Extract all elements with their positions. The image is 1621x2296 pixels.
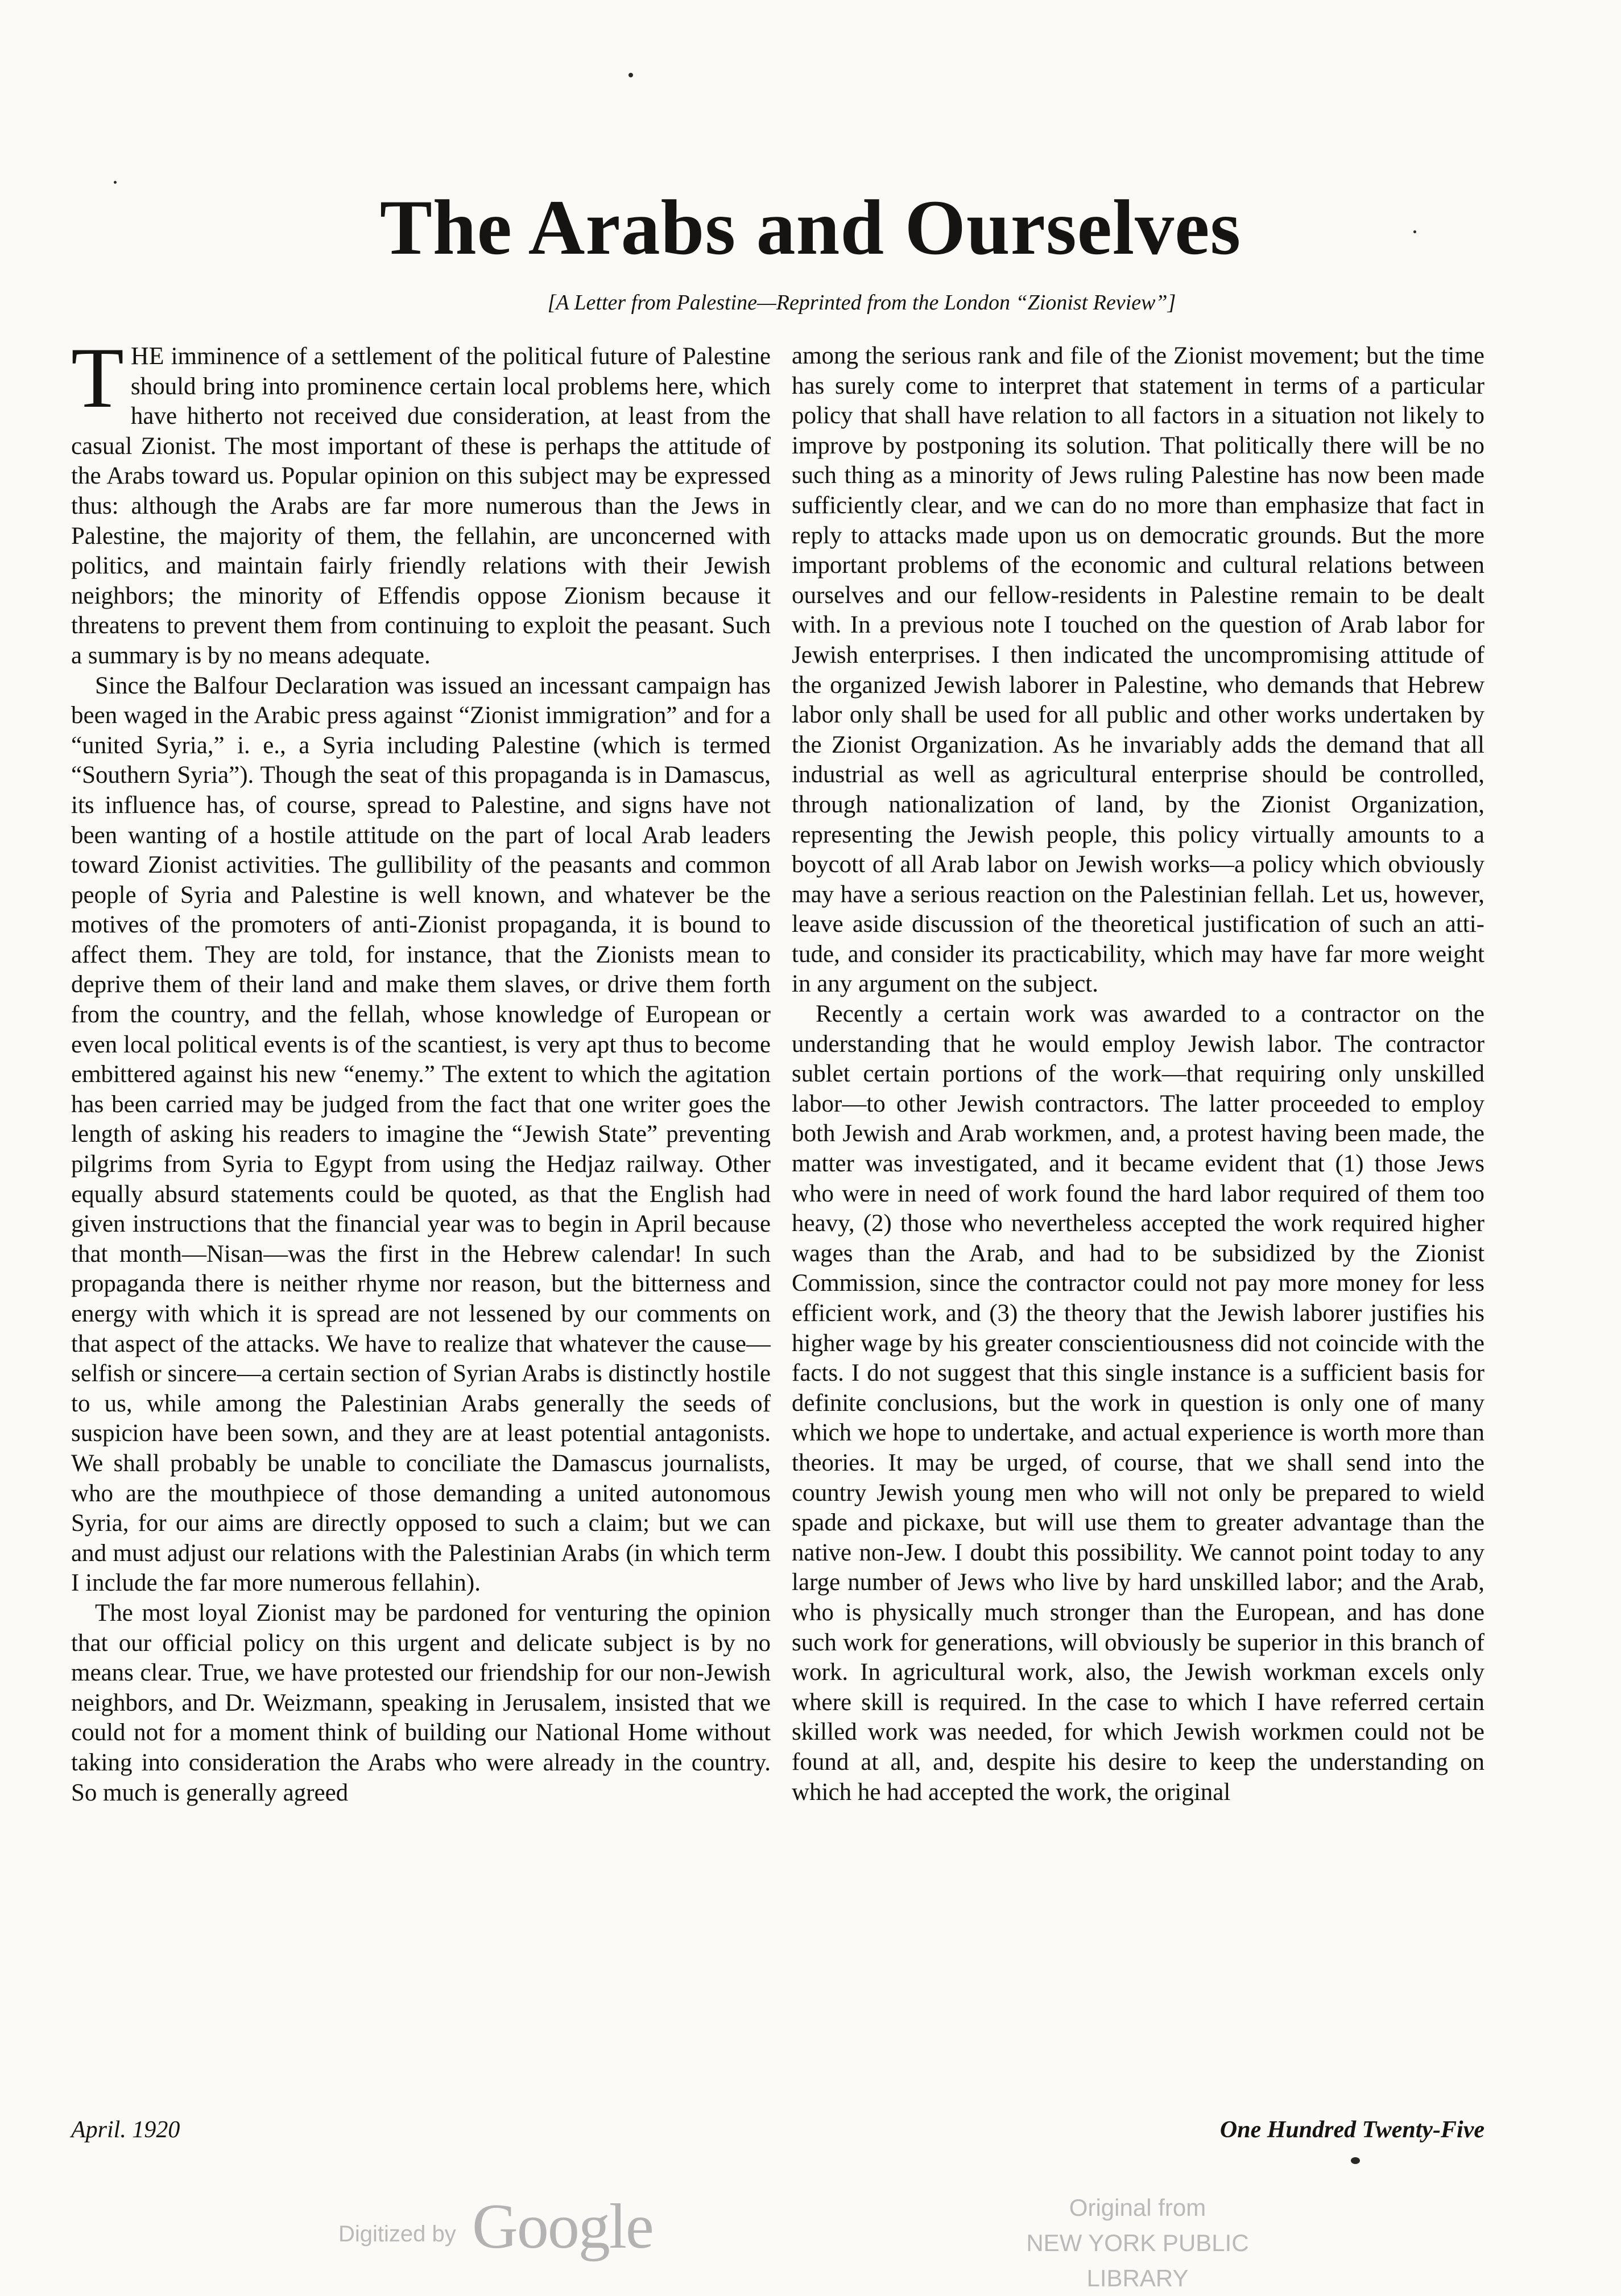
paragraph-3: The most loyal Zionist may be pardoned for venturing the opinion that our official policy on this urgent and delicate subject is by no means clear. True, we have protested our friendship for our non-Jewish neighbors, and Dr. Weizmann, speaking in Jerusalem, insisted that we could not for a moment think of building our National Home without taking into consideration the Arabs who were already in the country. So much is generally agreed [71, 1599, 771, 1806]
article-subtitle: [A Letter from Palestine—Reprinted from the London “Zionist Review”] [547, 291, 1176, 315]
google-logo: Google [472, 2191, 653, 2262]
first-word-rest: HE [130, 342, 164, 370]
drop-cap: T [71, 341, 124, 426]
scan-speck [628, 73, 633, 77]
original-from-label: Original from [1069, 2194, 1206, 2221]
paragraph-2: Since the Balfour Declaration was issued an incessant campaign has been waged in the Arabic press against “Zionist immigration” and for a “united Syria,” i. e., a Syria including Palestine (which is termed “Southern Syria”). Though the seat of this propaganda is in Damascus, its influence has, of course, spread to Palestine, and signs have not been wanting of a hostile attitude on the part of local Arab leaders toward Zionist activities. The gullibility of the peasants and common people of Syria and Palestine is well known, and whatever be the motives of the promoters of anti-Zionist propaganda, it is bound to affect them. They are told, for instance, that the Zionists mean to deprive them of their land and make them slaves, or drive them forth from the country, and the fellah, whose knowledge of European or even local political events is of the scantiest, is very apt thus to become embittered against his new “enemy.” The extent to which the agitation has been carried may be judged from the fact that one writer goes the length of asking his readers to imagine the “Jewish State” preventing pilgrims from Syria to Egypt from using the Hedjaz railway. Other equally absurd statements could be quoted, as that the English had given instructions that the financial year was to begin in April because that month—Nisan—was the first in the Hebrew calendar! In such propaganda there is neither rhyme nor reason, but the bitterness and energy with which it is spread are not lessened by our comments on that aspect of the attacks. We have to realize that whatever the cause—selfish or sincere—a certain section of Syrian Arabs is distinctly hostile to us, while among the Palestinian Arabs generally the seeds of suspicion have been sown, and they are at least potential antagonists. We shall probably be unable to conciliate the Damascus journalists, who are the mouthpiece of those demanding a united autonomous Syria, for our aims are directly opposed to such a claim; but we can and must adjust our relations with the Palestinian Arabs (in which term I include the far more numerous fellahin). [71, 672, 771, 1597]
scan-speck [1413, 230, 1416, 233]
digitized-by-label: Digitized by [338, 2221, 456, 2247]
left-column [71, 341, 771, 2105]
library-attribution [978, 2190, 1297, 2296]
paragraph-4: among the serious rank and file of the Zionist movement; but the time has surely come to interpret that statement in terms of a particular policy that shall have relation to all factors in a situation not likely to improve by postponing its solution. That politically there will be no such thing as a minority of Jews ruling Palestine has now been made sufficiently clear, and we can do no more than emphasize that fact in reply to attacks made upon us on democratic grounds. But the more important problems of the economic and cultural relations between ourselves and our fellow-residents in Palestine remain to be dealt with. In a previous note I touched on the question of Arab labor for Jewish enterprises. I then indicated the uncompromising attitude of the organized Jewish laborer in Palestine, who demands that Hebrew labor only shall be used for all public and other works undertaken by the Zionist Organization. As he invariably adds the demand that all industrial as well as agricultural enterprise should be controlled, through nationalization of land, by the Zionist Organization, representing the Jewish people, this policy virtually amounts to a boycott of all Arab labor on Jewish works—a policy which obviously may have a serious reaction on the Palestinian fellah. Let us, however, leave aside discussion of the theoretical justification of such an attitude, and consider its practicability, which may have far more weight in any argument on the subject. [792, 342, 1484, 998]
footer-date: April. 1920 [71, 2117, 180, 2143]
paragraph-text: imminence of a settlement of the political future of Palestine should bring into prominence certain local problems here, which have hitherto not received due consideration, at least from the casual Zionist. The most important of these is perhaps the attitude of the Arabs toward us. Popular opinion on this subject may be expressed thus: although the Arabs are far more numerous than the Jews in Palestine, the majority of them, the fellahin, are unconcerned with politics, and maintain fairly friendly relations with their Jewish neighbors; the minority of Effendis oppose Zionism because it threatens to prevent them from continuing to exploit the peasant. Such a summary is by no means adequate. [71, 343, 771, 669]
library-name: NEW YORK PUBLIC LIBRARY [1026, 2229, 1249, 2291]
paragraph-1 [71, 341, 771, 671]
footer-page-number: One Hundred Twenty-Five [1219, 2117, 1484, 2143]
right-column [792, 341, 1484, 2105]
scan-speck [114, 181, 117, 184]
scan-speck [1351, 2157, 1360, 2164]
article-title: The Arabs and Ourselves [379, 184, 1242, 271]
paragraph-5: Recently a certain work was awarded to a contractor on the understanding that he would employ Jewish labor. The contractor sublet certain portions of the work—that requiring only unskilled labor—to other Jewish contractors. The latter proceeded to employ both Jewish and Arab workmen, and, a protest having been made, the matter was investigated, and it became evident that (1) those Jews who were in need of work found the hard labor required of them too heavy, (2) those who nevertheless accepted the work required higher wages than the Arab, and had to be subsidized by the Zionist Commission, since the contractor could not pay more money for less efficient work, and (3) the theory that the Jewish laborer justifies his higher wage by his greater conscientiousness did not coincide with the facts. I do not suggest that this single instance is a sufficient basis for definite conclusions, but the work in question is only one of many which we hope to undertake, and actual experience is worth more than theories. It may be urged, of course, that we shall send into the country Jewish young men who will not only be prepared to wield spade and pickaxe, but will use them to greater advantage than the native non-Jew. I doubt this possibility. We cannot point today to any large number of Jews who live by hard unskilled labor; and the Arab, who is physically much stronger than the European, and has done such work for generations, will obviously be superior in this branch of work. In agricultural work, also, the Jewish workman excels only where skill is required. In the case to which I have referred certain skilled work was needed, for which Jewish workmen could not be found at all, and, despite his desire to keep the understanding on which he had accepted the work, the original [792, 1001, 1484, 1806]
